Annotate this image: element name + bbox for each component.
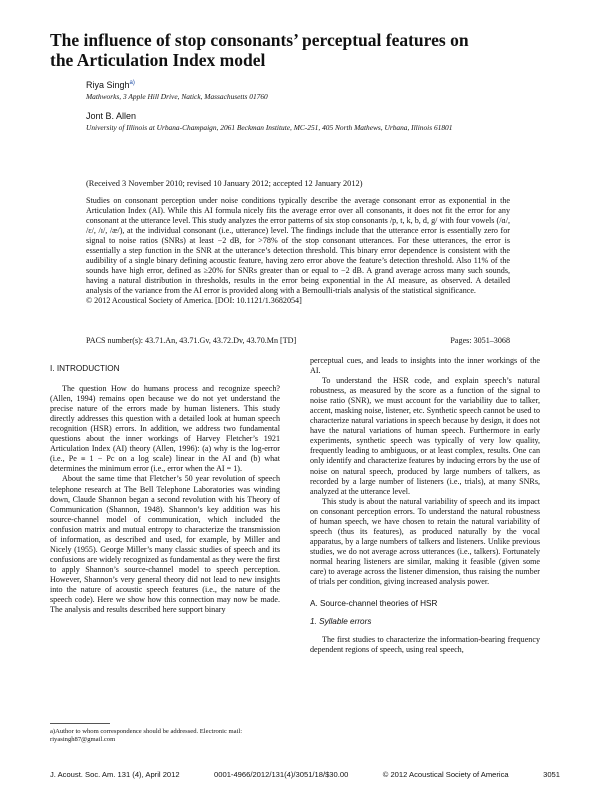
abstract-text: Studies on consonant perception under noise conditions typically describe the average consonant error as exponential in the Articulation Index (AI). While this AI formula nicely fits the average error over all consonants, it does not fit the error for any consonant at the utterance level. This study analyzes the error patterns of six stop consonants /p, t, k, b, d, g/ with four vowels (/ɑ/, /ɛ/, /ɪ/, /æ/), at the individual consonant (i.e., utterance) level. The findings include that the utterance error is essentially zero for signal to noise ratios (SNRs) at least −2 dB, for >78% of the stop consonant utterances. For these utterances, the error is essentially a step function in the SNR at the utterance’s detection threshold. This binary error dependence is consistent with the audibility of a single binary defining acoustic feature, having zero error above the feature’s detection threshold. Also 11% of the sounds have high error, defined as ≥20% for SNRs greater than or equal to −2 dB. A grand average across many such sounds, having a natural distribution in thresholds, results in the error being exponential in the AI measure, as observed. A detailed analysis of the variance from the AI error is provided along with a Bernoulli-trials analysis of the statistical significance. <box>86 196 510 296</box>
paper-title: The influence of stop consonants’ perceptual features on the Articulation Index model <box>50 30 469 70</box>
footer-journal-citation: J. Acoust. Soc. Am. 131 (4), April 2012 <box>50 770 180 779</box>
footer-copyright: © 2012 Acoustical Society of America <box>382 770 509 779</box>
left-column <box>50 364 280 615</box>
abstract <box>86 196 510 307</box>
intro-paragraph-3: To understand the HSR code, and explain speech’s natural robustness, as measured by the score as a function of the signal to noise ratio (SNR), we must account for the variability due to talker, accent, masking noise, listener, etc. Synthetic speech cannot be used to characterize natural variations in speech because by design, it does not have the natural variations of human speech. Furthermore in early experiments, synthetic speech was typically of very low quality, frequently leading to ambiguous, or at least complex, results. One can only identify and characterize features by inducing errors by the use of noise on natural speech, produced by large numbers of talkers, as recorded by a large number of listeners (i.e., trials), at many SNRs, analyzed at the utterance level. <box>310 376 540 496</box>
page-range: Pages: 3051–3068 <box>450 336 510 345</box>
section-heading-introduction: I. INTRODUCTION <box>50 364 120 373</box>
section-heading-source-channel: A. Source-channel theories of HSR <box>310 599 438 609</box>
syllable-errors-paragraph-1: The first studies to characterize the information-bearing frequency dependent regions of speech, using real speech, <box>310 635 540 655</box>
author-2-name: Jont B. Allen <box>86 111 137 121</box>
right-column <box>310 356 540 655</box>
page-footer <box>50 770 560 779</box>
intro-paragraph-4: This study is about the natural variability of speech and its impact on consonant perception errors. To understand the natural robustness of human speech, we have chosen to retain the natural variability of speech (thus its features), as produced naturally by the vocal apparatus, by a large numbers of talkers and listeners. Unlike previous studies, we do not average across utterances (i.e., talkers). Fortunately normal hearing listeners are similar, making it feasible (given some care) to average across the listener dimension, thus raising the number of trials per condition, giving increased analysis power. <box>310 496 540 587</box>
intro-paragraph-1: The question How do humans process and recognize speech? (Allen, 1994) remains open because we do not yet understand the precise nature of the errors made by human listeners. This study directly addresses this question with a detailed look at human speech recognition (HSR) errors. In addition, we address two fundamental questions about the inner workings of Harvey Fletcher’s 1921 Articulation Index (AI) theory (Allen, 1996): (a) why is the log-error (i.e., Pe ≡ 1 − Pc on a log scale) linear in the AI and (b) what determines the minimum error (i.e., error when the AI = 1). <box>50 384 280 474</box>
footnote-correspondence: a)Author to whom correspondence should be addressed. Electronic mail: riyasingh87@gmail.com <box>50 728 243 743</box>
intro-paragraph-2: About the same time that Fletcher’s 50 year revolution of speech telephone research at The Bell Telephone Laboratories was winding down, Claude Shannon began a second revolution with his Theory of Communication (Shannon, 1948). Shannon’s key addition was his source-channel model of communication, which included the confusion matrix and mutual entropy to characterize the transmission of information, as described and used, for example, by Miller and Nicely (1955). George Miller’s many classic studies of speech and its confusions are widely recognized as fundamental as they were the first to apply Shannon’s source-channel model to speech perception. However, Shannon’s very general theory did not lead to new insights into the nature of acoustic speech features (i.e., the nature of the speech code). Here we show how this connection may now be made. The analysis and results described here support binary <box>50 474 280 615</box>
author-name <box>86 80 135 90</box>
author-1-name: Riya Singh <box>86 80 130 90</box>
section-heading-syllable-errors: 1. Syllable errors <box>310 617 372 627</box>
abstract-copyright: © 2012 Acoustical Society of America. [DOI: 10.1121/1.3682054] <box>86 296 302 306</box>
intro-paragraph-2-continued: perceptual cues, and leads to insights into the inner workings of the AI. <box>310 356 540 376</box>
footnote-divider <box>50 723 110 724</box>
pacs-line <box>86 336 510 345</box>
author-1-footnote-mark[interactable]: a) <box>129 80 135 86</box>
author-1-affiliation: Mathworks, 3 Apple Hill Drive, Natick, Massachusetts 01760 <box>86 92 268 101</box>
author-2-affiliation: University of Illinois at Urbana-Champaign, 2061 Beckman Institute, MC-251, 405 North Mathews, Urbana, Illinois 61801 <box>86 123 453 132</box>
received-dates: (Received 3 November 2010; revised 10 January 2012; accepted 12 January 2012) <box>86 179 363 188</box>
footer-page-number: 3051 <box>543 770 560 779</box>
pacs-numbers: PACS number(s): 43.71.An, 43.71.Gv, 43.72.Dv, 43.70.Mn [TD] <box>86 336 297 345</box>
footer-article-code: 0001-4966/2012/131(4)/3051/18/$30.00 <box>214 770 349 779</box>
